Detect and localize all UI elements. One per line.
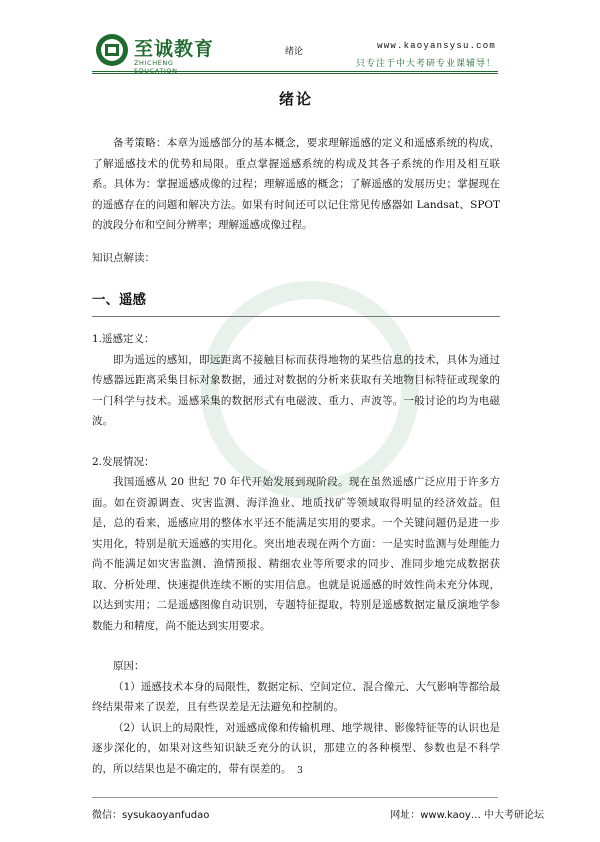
section-heading: 一、遥感 bbox=[92, 292, 146, 308]
footer-divider bbox=[92, 797, 498, 798]
definition-text: 即为遥远的感知，即远距离不接触目标而获得地物的某些信息的技术，具体为通过传感器远距离采集目标对象数据，通过对数据的分析来获取有关地物目标特征或现象的一门科学与技术。遥感采集的数据形式有电磁波、重力、声波等。一般讨论的均为电磁波。 bbox=[92, 353, 500, 427]
reason-heading: 原因： bbox=[113, 660, 145, 672]
reason-item-2: （2）认识上的局限性，对遥感成像和传输机理、地学规律、影像特征等的认识也是逐步深化的，如果对这些知识缺乏充分的认识，那建立的各种模型、参数也是不科学的，所以结果也是不确定的，带有误差的。 bbox=[92, 721, 500, 775]
development-heading: 2.发展情况： bbox=[92, 455, 155, 468]
brand-name: 至诚教育 bbox=[134, 38, 215, 60]
header-url: www.kaoyansysu.com bbox=[377, 41, 496, 51]
knowledge-label: 知识点解读： bbox=[92, 251, 155, 264]
page-number: 3 bbox=[297, 766, 303, 776]
brand-logo bbox=[94, 32, 215, 75]
brand-emblem-icon bbox=[94, 32, 130, 68]
footer-wechat: 微信：sysukaoyanfudao bbox=[92, 810, 210, 821]
header-divider bbox=[92, 71, 498, 72]
brand-name-en: ZHICHENG EDUCATION bbox=[134, 59, 178, 75]
page-header bbox=[0, 0, 600, 80]
development-text: 我国遥感从 20 世纪 70 年代开始发展到现阶段。现在虽然遥感广泛应用于许多方面。如在资源调查、灾害监测、海洋渔业、地质找矿等领域取得明显的经济效益。但是，总的看来，遥感应用的整体水平还不能满足实用的要求。一个关键问题仍是进一步实用化，特别是航天遥感的实用化。突出地表现在两个方面：一是实时监测与处理能力尚不能满足如灾害监测、渔情预报、精细农业等所要求的同步、准同步地完成数据获取、分析处理、快速提供连续不断的实用信息。也就是说遥感的时效性尚未充分体现，以达到实用；二是遥感图像自动识别，专题特征提取，特别是遥感数据定量反演地学参数能力和精度，尚不能达到实用要求。 bbox=[92, 476, 500, 632]
document-title: 绪论 bbox=[278, 90, 313, 108]
document-body bbox=[92, 88, 500, 779]
intro-paragraph: 备考策略：本章为遥感部分的基本概念，要求理解遥感的定义和遥感系统的构成，了解遥感技术的优势和局限。重点掌握遥感系统的构成及其各子系统的作用及相互联系。具体为：掌握遥感成像的过程；理解遥感的概念；了解遥感的发展历史；掌握现在的遥感存在的问题和解决方法。如果有时间还可以记住常见传感器如 Landsat、SPOT 的波段分布和空间分辨率；理解遥感成像过程。 bbox=[92, 137, 500, 231]
header-slogan: 只专注于中大考研专业课辅导！ bbox=[355, 59, 496, 69]
definition-heading: 1.遥感定义： bbox=[92, 333, 155, 345]
reason-item-1: （1）遥感技术本身的局限性，数据定标、空间定位、混合像元、大气影响等都给最终结果带来了误差，且有些误差是无法避免和控制的。 bbox=[92, 680, 500, 713]
header-chapter-label: 绪论 bbox=[285, 47, 304, 57]
header-divider-secondary bbox=[92, 73, 498, 74]
footer-website: 网址：www.kaoy… 中大考研论坛 bbox=[390, 810, 544, 821]
